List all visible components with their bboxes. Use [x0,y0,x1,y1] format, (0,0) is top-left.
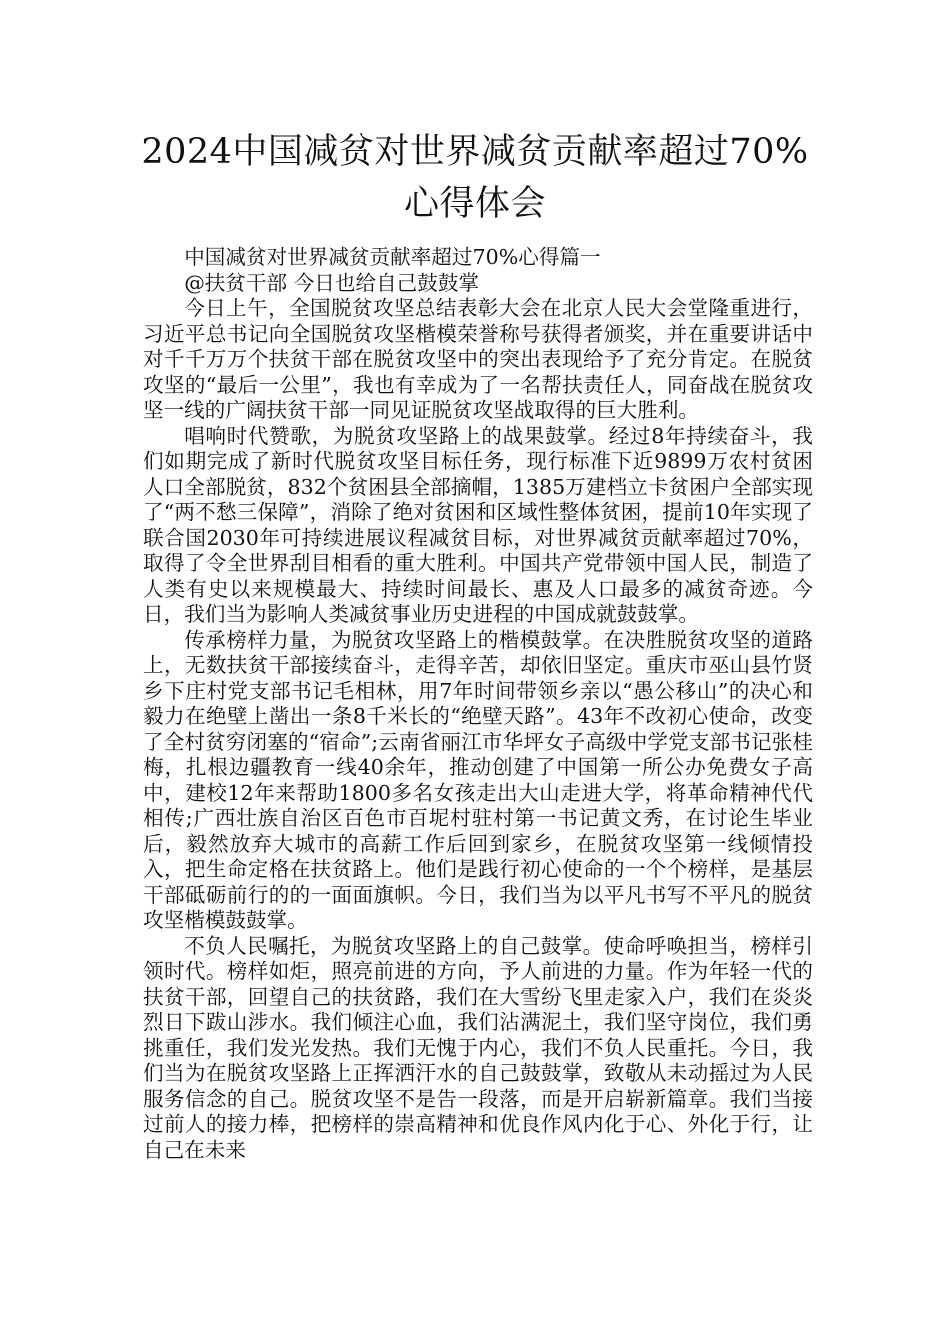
paragraph-intro: 今日上午，全国脱贫攻坚总结表彰大会在北京人民大会堂隆重进行，习近平总书记向全国脱贫攻坚楷模荣誉称号获得者颁奖，并在重要讲话中对千千万万个扶贫干部在脱贫攻坚中的突出表现给予了充分肯定。在脱贫攻坚的“最后一公里”，我也有幸成为了一名帮扶责任人，同奋战在脱贫攻坚一线的广阔扶贫干部一同见证脱贫攻坚战取得的巨大胜利。 [143,296,813,422]
document-title [100,126,850,230]
title-line-2: 心得体会 [403,184,546,224]
byline: @扶贫干部 今日也给自己鼓鼓掌 [184,270,480,295]
document-body [143,245,813,1163]
title-line-1: 2024中国减贫对世界减贫贡献率超过70% [141,132,809,172]
paragraph-self: 不负人民嘱托，为脱贫攻坚路上的自己鼓掌。使命呼唤担当，榜样引领时代。榜样如炬，照亮前进的方向，予人前进的力量。作为年轻一代的扶贫干部，回望自己的扶贫路，我们在大雪纷飞里走家入户，我们在炎炎烈日下跋山涉水。我们倾注心血，我们沾满泥土，我们坚守岗位，我们勇挑重任，我们发光发热。我们无愧于内心，我们不负人民重托。今日，我们当为在脱贫攻坚路上正挥洒汗水的自己鼓鼓掌，致敬从未动摇过为人民服务信念的自己。脱贫攻坚不是告一段落，而是开启崭新篇章。我们当接过前人的接力棒，把榜样的崇高精神和优良作风内化于心、外化于行，让自己在未来 [143,933,813,1162]
paragraph-achievements: 唱响时代赞歌，为脱贫攻坚路上的战果鼓掌。经过8年持续奋斗，我们如期完成了新时代脱贫攻坚目标任务，现行标准下近9899万农村贫困人口全部脱贫，832个贫困县全部摘帽，1385万建档立卡贫困户全部实现了“两不愁三保障”，消除了绝对贫困和区域性整体贫困，提前10年实现了联合国2030年可持续进展议程减贫目标，对世界减贫贡献率超过70%，取得了令全世界刮目相看的重大胜利。中国共产党带领中国人民，制造了人类有史以来规模最大、持续时间最长、惠及人口最多的减贫奇迹。今日，我们当为影响人类减贫事业历史进程的中国成就鼓鼓掌。 [143,423,813,626]
subheading: 中国减贫对世界减贫贡献率超过70%心得篇一 [184,245,601,269]
paragraph-role-models: 传承榜样力量，为脱贫攻坚路上的楷模鼓掌。在决胜脱贫攻坚的道路上，无数扶贫干部接续奋斗，走得辛苦，却依旧坚定。重庆市巫山县竹贤乡下庄村党支部书记毛相林，用7年时间带领乡亲以“愚公移山”的决心和毅力在绝壁上凿出一条8千米长的“绝壁天路”。43年不改初心使命，改变了全村贫穷闭塞的“宿命”;云南省丽江市华坪女子高级中学党支部书记张桂梅，扎根边疆教育一线40余年，推动创建了中国第一所公办免费女子高中，建校12年来帮助1800多名女孩走出大山走进大学，将革命精神代代相传;广西壮族自治区百色市百坭村驻村第一书记黄文秀，在讨论生毕业后，毅然放弃大城市的高薪工作后回到家乡，在脱贫攻坚第一线倾情投入，把生命定格在扶贫路上。他们是践行初心使命的一个个榜样，是基层干部砥砺前行的的一面面旗帜。今日，我们当为以平凡书写不平凡的脱贫攻坚楷模鼓鼓掌。 [143,627,813,932]
